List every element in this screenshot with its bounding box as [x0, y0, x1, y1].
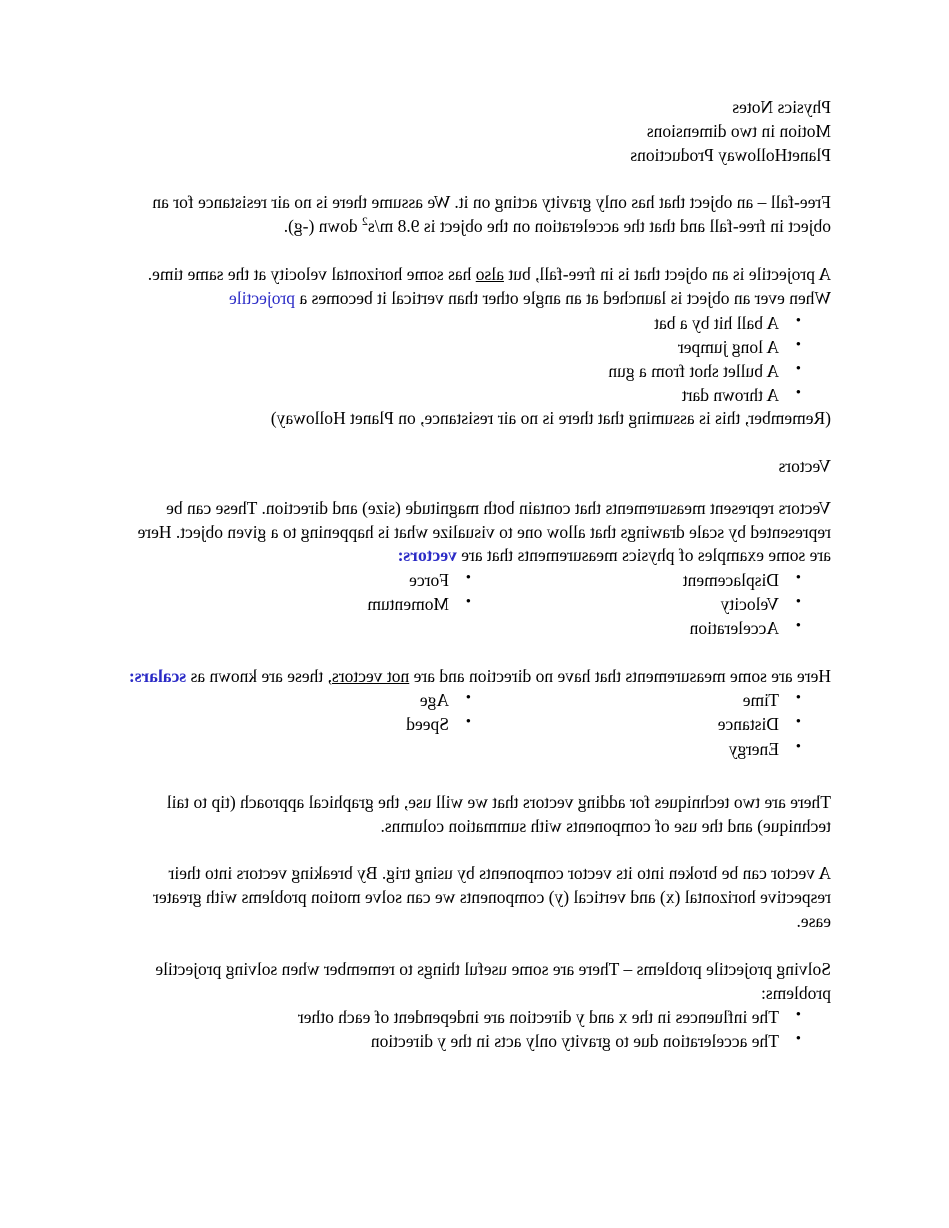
scalars-column-b	[201, 688, 501, 736]
paragraph-components: A vector can be broken into its vector components by using trig. By breaking vectors into their respective horizontal (x) and vertical (y) components we can solve motion problems with greater ease.	[153, 863, 831, 931]
page-producer: PlanetHolloway Productions	[630, 144, 831, 165]
list-item: • Velocity	[501, 592, 831, 616]
list-item: • Momentum	[201, 592, 501, 616]
paragraph-projectile	[118, 263, 831, 311]
spacer	[118, 431, 831, 455]
projectile-part1: A projectile is an object that is in free-fall, but	[503, 263, 831, 284]
list-item: • A long jumper	[118, 335, 831, 359]
spacer	[118, 838, 831, 862]
list-item: • A ball hit by a bat	[118, 311, 831, 335]
paragraph-solving-intro: Solving projectile problems – There are some useful things to remember when solving projectile problems:	[155, 958, 831, 1003]
projectile-underlined-also: also	[475, 263, 504, 284]
paragraph-freefall	[118, 191, 831, 239]
scalars-list-a	[501, 688, 831, 760]
spacer	[118, 239, 831, 263]
projectile-part2: has some horizontal velocity at the same time. When ever an object is launched at an angle other than vertical it becomes a	[147, 263, 831, 308]
scalars-examples-columns	[118, 688, 831, 760]
spacer	[118, 641, 831, 665]
vectors-list-b	[201, 568, 501, 616]
spacer	[118, 934, 831, 958]
spacer	[118, 761, 831, 791]
vectors-list-a	[501, 568, 831, 640]
list-item: • Age	[201, 688, 501, 712]
scalars-intro-part1: Here are some measurements that have no direction and are	[409, 665, 831, 686]
vectors-keyword: vectors:	[397, 545, 457, 566]
spacer	[118, 167, 831, 191]
list-item: • Energy	[501, 737, 831, 761]
scalars-list-b	[201, 688, 501, 736]
list-item: • The acceleration due to gravity only acts in the y direction	[118, 1029, 831, 1053]
vectors-column-b	[201, 568, 501, 616]
projectile-keyword: projectile	[228, 287, 296, 308]
spacer	[118, 479, 831, 497]
list-item: • Time	[501, 688, 831, 712]
projectile-note: (Remember, this is assuming that there is no air resistance, on Planet Holloway)	[270, 408, 831, 429]
freefall-text-after: down (-g).	[283, 216, 362, 237]
scalars-intro-part2: , these are known as	[186, 665, 332, 686]
freefall-exponent: 2	[361, 214, 368, 229]
list-item: • A bullet shot from a gun	[118, 359, 831, 383]
list-item: • Acceleration	[501, 616, 831, 640]
document-body	[118, 96, 831, 1054]
list-item: • Speed	[201, 712, 501, 736]
document-header	[118, 96, 831, 167]
heading-vectors: Vectors	[778, 455, 831, 476]
paragraph-vectors-intro	[118, 497, 831, 568]
paragraph-scalars-intro	[118, 665, 831, 689]
page-title: Physics Notes	[732, 97, 831, 117]
list-item: • Displacement	[501, 568, 831, 592]
freefall-text-before: Free-fall – an object that has only gravity acting on it. We assume there is no air resistance for an object in free-fall and that the acceleration on the object is 9.8 m/s	[152, 192, 831, 237]
list-item: • The influences in the x and y direction are independent of each other	[118, 1005, 831, 1029]
projectile-examples-list	[118, 311, 831, 408]
vectors-column-a	[501, 568, 831, 640]
scalars-keyword: scalars:	[128, 665, 187, 686]
solving-tips-list	[118, 1005, 831, 1053]
scalars-underlined-not-vectors: not vectors	[331, 665, 410, 686]
list-item: • A thrown dart	[118, 383, 831, 407]
paragraph-techniques: There are two techniques for adding vectors that we will use, the graphical approach (tip to tail technique) and the use of components with summation columns.	[166, 791, 831, 836]
vectors-examples-columns	[118, 568, 831, 640]
page-subtitle: Motion in two dimensions	[646, 120, 831, 141]
list-item: • Force	[201, 568, 501, 592]
scalars-column-a	[501, 688, 831, 760]
list-item: • Distance	[501, 712, 831, 736]
vectors-intro-part1: Vectors represent measurements that contain both magnitude (size) and direction. These can be represented by scale drawings that allow one to visualize what is happening to a given object. Here are some examples of physics measurements that are	[137, 497, 831, 566]
